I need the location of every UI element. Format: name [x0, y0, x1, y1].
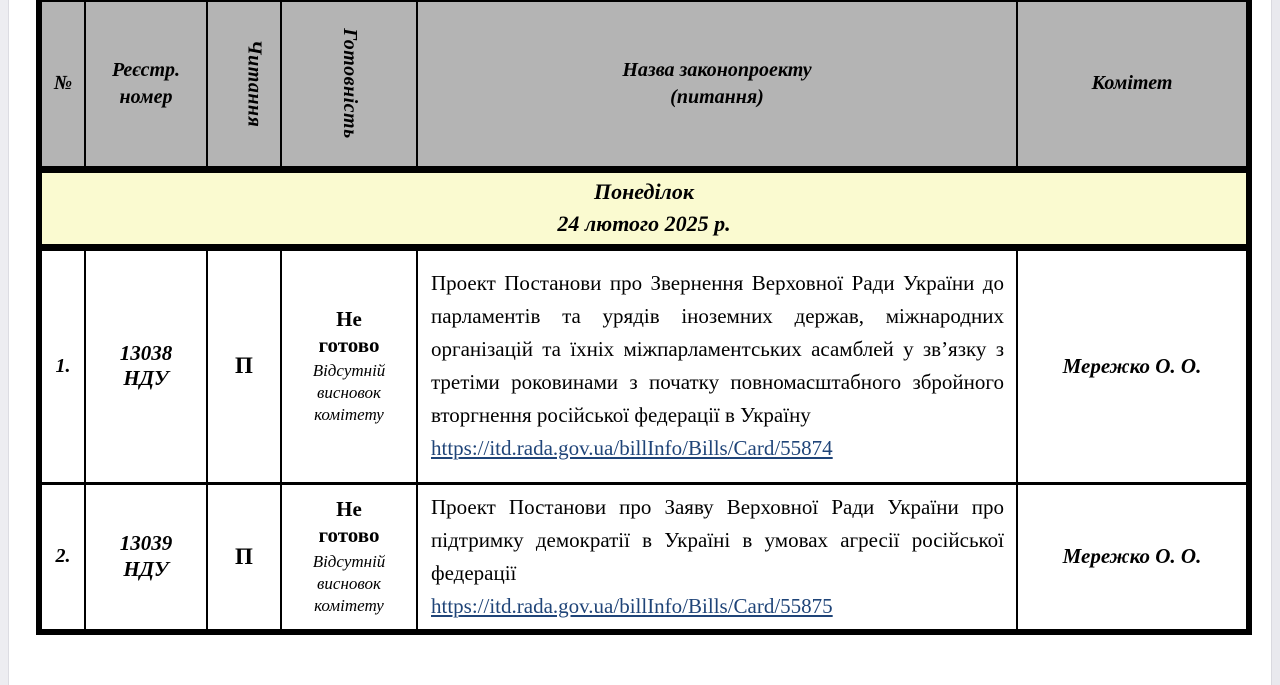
- row-index: 1.: [39, 247, 85, 483]
- col-header-reading: [207, 1, 281, 169]
- readiness-status-line1: Не: [336, 497, 362, 522]
- row-index: 2.: [39, 483, 85, 632]
- bill-title: Проект Постанови про Звернення Верховної Ради України до парламентів та урядів іноземних держав, міжнародних організацій та їхніх міжпарламентських асамблей у зв’язку з третіми роковинами з початку повномасштабного збройного вторгнення російської федерації в Україну: [431, 271, 1004, 427]
- reg-number: 13039: [119, 531, 173, 556]
- readiness-note: Відсутній висновок комітету: [312, 551, 386, 615]
- col-header-reg: [85, 1, 207, 169]
- bill-link[interactable]: https://itd.rada.gov.ua/billInfo/Bills/Card/55874: [431, 436, 833, 460]
- bill-link[interactable]: https://itd.rada.gov.ua/billInfo/Bills/Card/55875: [431, 593, 833, 618]
- reg-suffix: НДУ: [123, 366, 169, 390]
- registration-number: [85, 483, 207, 632]
- col-header-title-line2: (питання): [670, 85, 764, 108]
- col-header-num: [39, 1, 85, 169]
- readiness-status-line1: Не: [336, 306, 362, 331]
- table-row: [39, 247, 1249, 483]
- reg-number: 13038: [119, 340, 173, 365]
- col-header-committee-label: Комітет: [1091, 72, 1173, 95]
- readiness-status-line2: готово: [318, 523, 380, 548]
- col-header-num-label: №: [53, 72, 73, 95]
- readiness-note: Відсутній висновок комітету: [312, 361, 386, 425]
- table-row: [39, 483, 1249, 632]
- bill-title-cell: [417, 483, 1017, 632]
- col-header-reg-line2: номер: [119, 85, 173, 108]
- col-header-committee: [1017, 1, 1249, 169]
- col-header-title: [417, 1, 1017, 169]
- day-name: Понеділок: [593, 179, 694, 205]
- bill-title: Проект Постанови про Заяву Верховної Ради України про підтримку демократії в Україні в умовах агресії російської федерації: [431, 494, 1004, 585]
- bill-schedule-table: [36, 0, 1252, 635]
- col-header-reading-label: Читання: [243, 39, 266, 128]
- committee-name: Мережко О. О.: [1017, 483, 1249, 632]
- col-header-readiness-label: Готовність: [338, 28, 361, 140]
- table-header-row: [39, 1, 1249, 169]
- day-date: 24 лютого 2025 р.: [557, 211, 731, 236]
- readiness-cell: [281, 483, 417, 632]
- day-header-row: [39, 169, 1249, 247]
- col-header-readiness: [281, 1, 417, 169]
- day-header-cell: [39, 169, 1249, 247]
- registration-number: [85, 247, 207, 483]
- col-header-reg-line1: Реєстр.: [111, 58, 181, 81]
- page-left-edge: [0, 0, 9, 685]
- readiness-cell: [281, 247, 417, 483]
- reg-suffix: НДУ: [123, 556, 169, 581]
- bill-title-cell: [417, 247, 1017, 483]
- reading-value: П: [207, 247, 281, 483]
- readiness-status-line2: готово: [318, 332, 380, 357]
- page-right-edge: [1271, 0, 1280, 685]
- col-header-title-line1: Назва законопроекту: [622, 58, 812, 81]
- committee-name: Мережко О. О.: [1017, 247, 1249, 483]
- reading-value: П: [207, 483, 281, 632]
